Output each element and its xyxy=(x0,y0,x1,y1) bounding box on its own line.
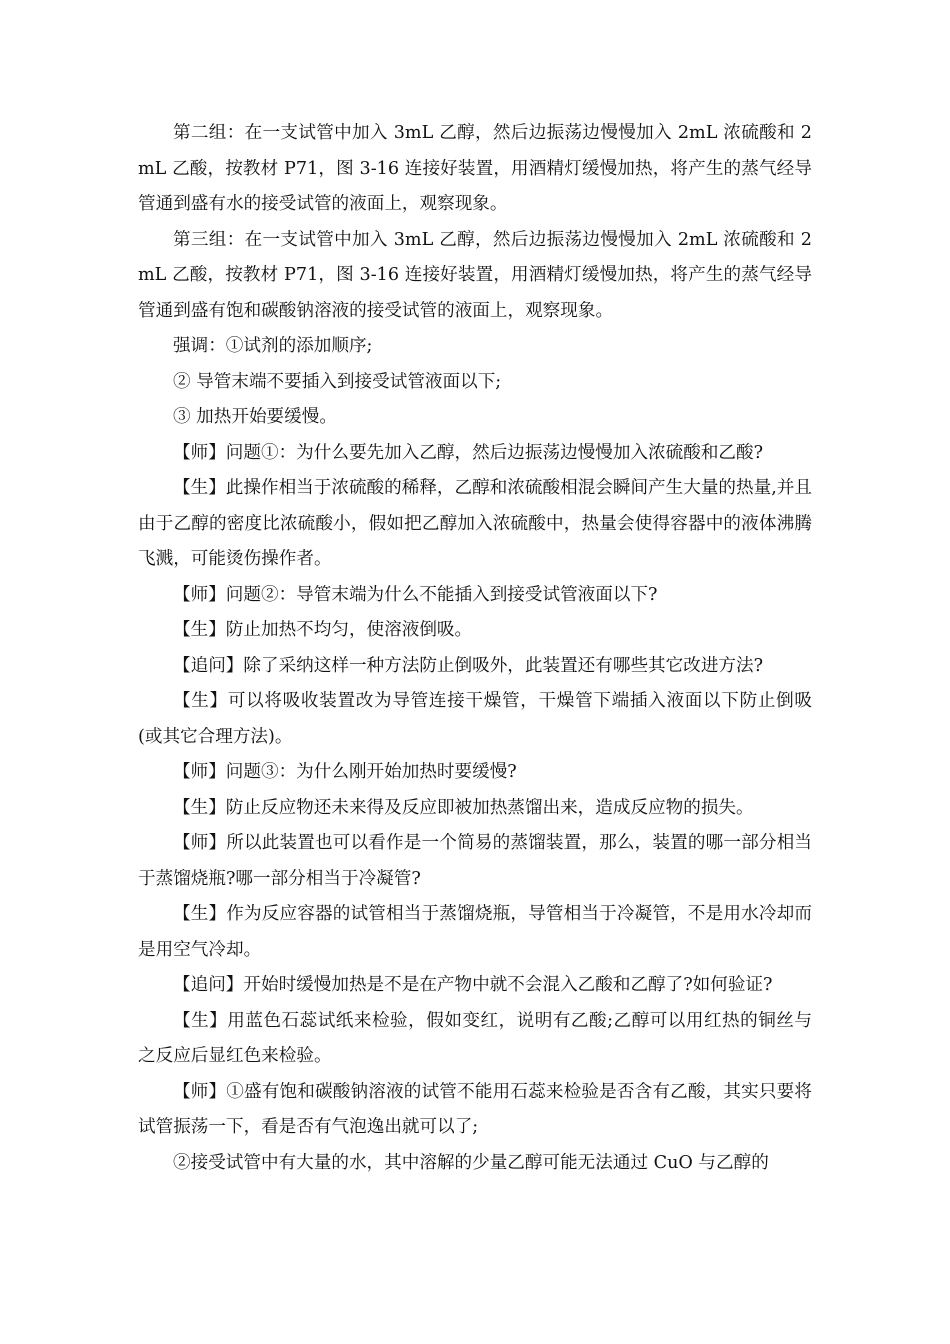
paragraph-teacher-remark-distillation: 【师】所以此装置也可以看作是一个简易的蒸馏装置，那么，装置的哪一部分相当于蒸馏烧瓶?哪一部分相当于冷凝管? xyxy=(138,833,812,889)
paragraph-student-answer-3: 【生】可以将吸收装置改为导管连接干燥管，干燥管下端插入液面以下防止倒吸(或其它合理方法)。 xyxy=(138,691,812,747)
paragraph-teacher-remark-2: ②接受试管中有大量的水，其中溶解的少量乙醇可能无法通过 CuO 与乙醇的 xyxy=(173,1152,769,1173)
paragraph-emphasis-point-2: ② 导管末端不要插入到接受试管液面以下; xyxy=(173,371,502,392)
paragraph-student-answer-2: 【生】防止加热不均匀，使溶液倒吸。 xyxy=(173,620,473,640)
paragraph-teacher-question-2: 【师】问题②：导管末端为什么不能插入到接受试管液面以下? xyxy=(173,584,658,605)
document-body xyxy=(138,116,812,1181)
paragraph-teacher-remark-1: 【师】①盛有饱和碳酸钠溶液的试管不能用石蕊来检验是否含有乙酸，其实只要将试管振荡一下，看是否有气泡逸出就可以了; xyxy=(138,1081,812,1137)
paragraph-group-three: 第三组：在一支试管中加入 3mL 乙醇，然后边振荡边慢慢加入 2mL 浓硫酸和 2mL 乙酸，按教材 P71，图 3-16 连接好装置，用酒精灯缓慢加热，将产生的蒸气经导管通到盛有饱和碳酸钠溶液的接受试管的液面上，观察现象。 xyxy=(138,229,812,321)
paragraph-student-answer-6: 【生】用蓝色石蕊试纸来检验，假如变红，说明有乙酸;乙醇可以用红热的铜丝与之反应后显红色来检验。 xyxy=(138,1010,812,1066)
paragraph-student-answer-1: 【生】此操作相当于浓硫酸的稀释，乙醇和浓硫酸相混会瞬间产生大量的热量,并且由于乙醇的密度比浓硫酸小，假如把乙醇加入浓硫酸中，热量会使得容器中的液体沸腾飞溅，可能烫伤操作者。 xyxy=(138,478,812,569)
paragraph-emphasis-point-3: ③ 加热开始要缓慢。 xyxy=(173,407,337,427)
paragraph-group-two: 第二组：在一支试管中加入 3mL 乙醇，然后边振荡边慢慢加入 2mL 浓硫酸和 2mL 乙酸，按教材 P71，图 3-16 连接好装置，用酒精灯缓慢加热，将产生的蒸气经导管通到盛有水的接受试管的液面上，观察现象。 xyxy=(138,123,812,214)
paragraph-teacher-question-3: 【师】问题③：为什么刚开始加热时要缓慢? xyxy=(173,762,517,782)
paragraph-student-answer-5: 【生】作为反应容器的试管相当于蒸馏烧瓶，导管相当于冷凝管，不是用水冷却而是用空气冷却。 xyxy=(138,904,812,960)
paragraph-follow-up-1: 【追问】除了采纳这样一种方法防止倒吸外，此装置还有哪些其它改进方法? xyxy=(173,655,764,676)
paragraph-teacher-question-1: 【师】问题①：为什么要先加入乙醇，然后边振荡边慢慢加入浓硫酸和乙酸? xyxy=(173,442,764,463)
paragraph-emphasis: 强调：①试剂的添加顺序; xyxy=(173,336,373,356)
paragraph-follow-up-2: 【追问】开始时缓慢加热是不是在产物中就不会混入乙酸和乙醇了?如何验证? xyxy=(173,975,773,995)
paragraph-student-answer-4: 【生】防止反应物还未来得及反应即被加热蒸馏出来，造成反应物的损失。 xyxy=(173,797,754,818)
